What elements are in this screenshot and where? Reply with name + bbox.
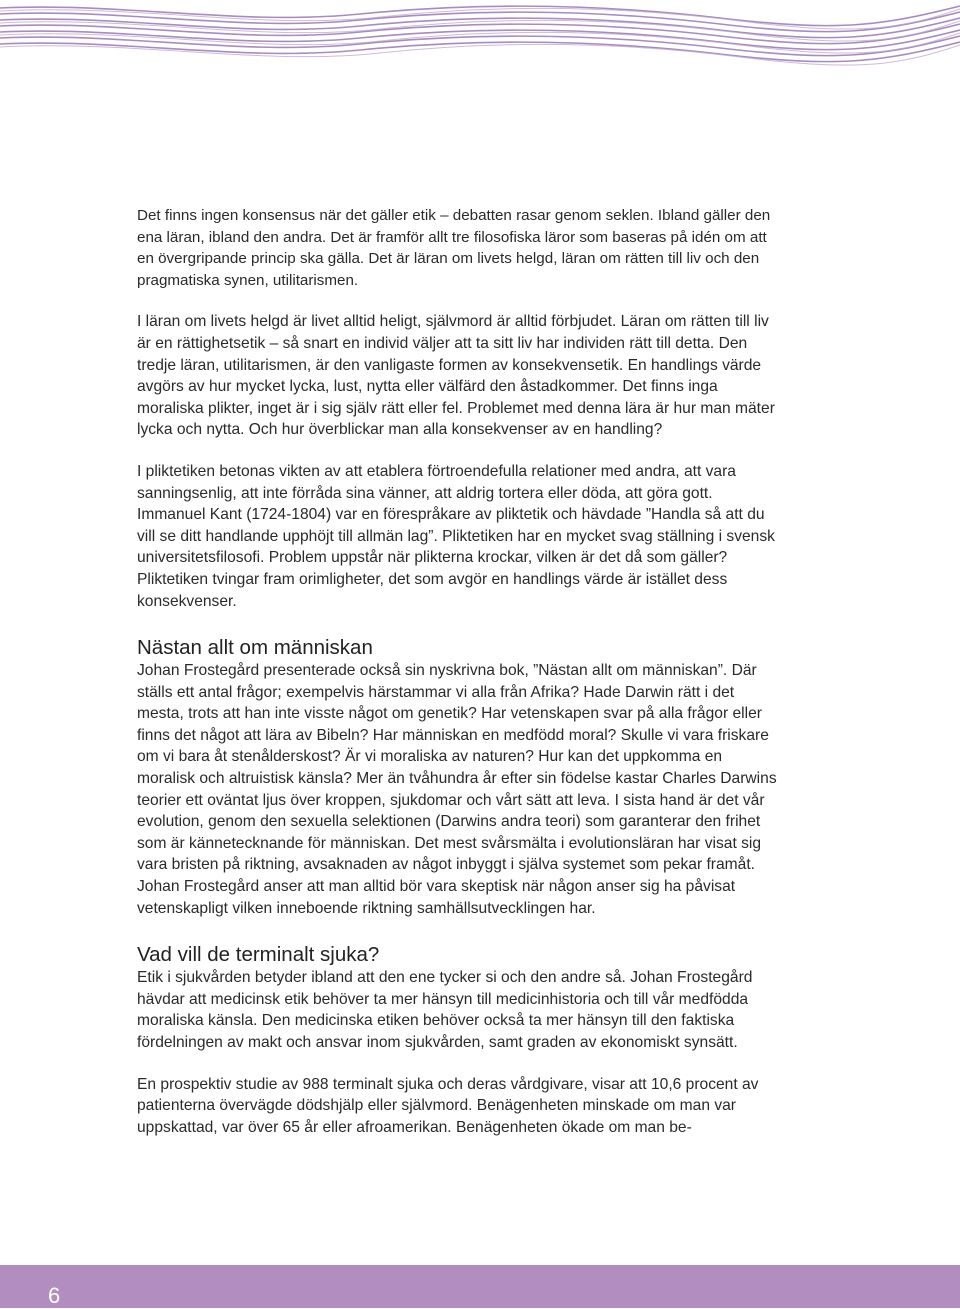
page-number: 6 — [48, 1283, 61, 1308]
section2-paragraph-1: Etik i sjukvården betyder ibland att den ene tycker si och den andre så. Johan Frostegård hävdar att medicinsk etik behöver ta mer hänsyn till medicinhistoria och till vår medfödda moraliska känsla. Den medicinska etiken behöver också ta mer hänsyn till den faktiska fördelningen av makt och ansvar inom sjukvården, samt graden av ekonomiskt synsätt. — [137, 969, 753, 1051]
intro-paragraph-2: I läran om livets helgd är livet alltid heligt, självmord är alltid förbjudet. Läran om rätten till liv är en rättighetsetik – så snart en individ väljer att ta sitt liv har individen rätt till detta. Den tredje läran, utilitarismen, är den vanligaste formen av konsekvensetik. En handlings värde avgörs av hur mycket lycka, lust, nytta eller välfärd den åstadkommer. Det finns inga moraliska plikter, inget är i sig själv rätt eller fel. Problemet med denna lära är hur man mäter lycka och nytta. Och hur överblickar man alla konsekvenser av en handling? — [137, 313, 775, 439]
section1-paragraph: Johan Frostegård presenterade också sin nyskrivna bok, ”Nästan allt om människan”. Där ställs ett antal frågor; exempelvis härstammar vi alla från Afrika? Hade Darwin rätt i det mesta, trots att han inte visste något om genetik? Har vetenskapen svar på alla frågor eller finns det något att lära av Bibeln? Har människan en medfödd moral? Skulle vi vara friskare om vi bara åt stenålderskost? Är vi moraliska av naturen? Hur kan det uppkomma en moralisk och altruistisk känsla? Mer än tvåhundra år efter sin födelse kastar Charles Darwins teorier ett oväntat ljus över kroppen, sjukdomar och vårt sätt att leva. I sista hand är det vår evolution, genom den sexuella selektionen (Darwins andra teori) som garanterar den frihet som är kännetecknande för människan. Det mest svårsmälta i evolutionsläran har visat sig vara bristen på riktning, avsaknaden av något inbyggt i själva systemet som pekar framåt. Johan Frostegård anser att man alltid bör vara skeptisk när någon anser sig ha påvisat vetenskapligt vilken inneboende riktning samhällsutvecklingen har. — [137, 662, 777, 917]
section2-paragraph-2: En prospektiv studie av 988 terminalt sjuka och deras vårdgivare, visar att 10,6 procent av patienterna övervägde dödshjälp eller självmord. Benägenheten minskade om man var uppskattad, var över 65 år eller afroamerikan. Benägenheten ökade om man be- — [137, 1075, 759, 1136]
header-wave-decoration — [0, 0, 960, 90]
article-body — [137, 205, 777, 1158]
section-heading-terminalt-sjuka: Vad vill de terminalt sjuka? — [137, 943, 380, 967]
footer-bar — [0, 1265, 960, 1308]
intro-paragraph-1: Det finns ingen konsensus när det gäller etik – debatten rasar genom seklen. Ibland gäller den ena läran, ibland den andra. Det är framför allt tre filosofiska läror som baseras på idén om att en övergripande princip ska gälla. Det är läran om livets helgd, läran om rätten till liv och den pragmatiska synen, utilitarismen. — [137, 207, 771, 289]
intro-paragraph-3: I pliktetiken betonas vikten av att etablera förtroendefulla relationer med andra, att vara sanningsenlig, att inte förråda sina vänner, att aldrig tortera eller döda, att göra gott. Immanuel Kant (1724-1804) var en förespråkare av pliktetik och hävdade ”Handla så att du vill se ditt handlande upphöjt till allmän lag”. Pliktetiken har en mycket svag ställning i svensk universitetsfilosofi. Problem uppstår när plikterna krockar, vilken är det då som gäller? Pliktetiken tvingar fram orimligheter, det som avgör en handlings värde är istället dess konsekvenser. — [137, 462, 775, 610]
section-heading-nastan-allt: Nästan allt om människan — [137, 636, 373, 660]
